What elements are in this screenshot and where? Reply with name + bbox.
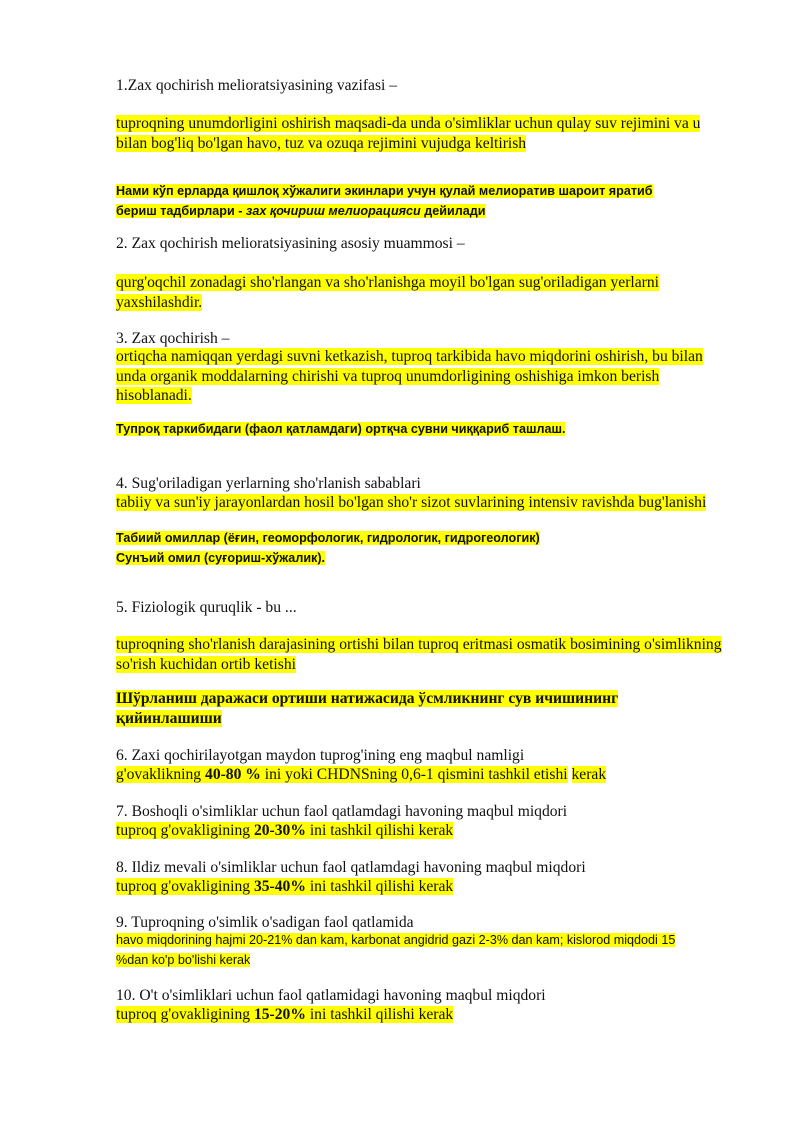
note-text: қийинлашиши: [116, 709, 222, 727]
answer-text: tuproqning sho'rlanish darajasining ortishi bilan tuproq eritmasi osmatik bosimining o'simlikning: [116, 636, 722, 653]
note-5: [116, 689, 756, 728]
answer-5: [116, 635, 756, 674]
question-1: [116, 76, 756, 96]
question-text: 2. Zax qochirish melioratsiyasining asosiy muammosi –: [116, 235, 465, 252]
question-text: 4. Sug'oriladigan yerlarning sho'rlanish sabablari: [116, 475, 421, 492]
question-text: 8. Ildiz mevali o'simliklar uchun faol qatlamdagi havoning maqbul miqdori: [116, 859, 586, 876]
question-text: 9. Tuproqning o'simlik o'sadigan faol qatlamida: [116, 914, 414, 931]
answer-9: [116, 930, 756, 970]
question-text: 7. Boshoqli o'simliklar uchun faol qatlamdagi havoning maqbul miqdori: [116, 803, 568, 820]
question-text: 10. O't o'simliklari uchun faol qatlamidagi havoning maqbul miqdori: [116, 987, 546, 1004]
answer-text: havo miqdorining hajmi 20-21% dan kam, karbonat angidrid gazi 2-3% dan kam; kislorod miqdodi 15: [116, 933, 676, 947]
note-3: [116, 419, 756, 439]
note-text: бериш тадбирлари -: [116, 204, 246, 218]
answer-text: hisoblanadi.: [116, 387, 192, 404]
note-1: [116, 181, 756, 221]
question-text: 1.Zax qochirish melioratsiyasining vazifasi –: [116, 77, 398, 94]
answer-3: [116, 347, 756, 406]
answer-text: %dan ko'p bo'lishi kerak: [116, 953, 251, 967]
question-3: [116, 329, 756, 349]
answer-6: [116, 765, 756, 785]
answer-value: 20-30%: [253, 822, 306, 839]
answer-value: 40-80 %: [205, 766, 261, 783]
answer-text: so'rish kuchidan ortib ketishi: [116, 655, 296, 673]
question-6: [116, 746, 756, 766]
question-text: 6. Zaxi qochirilayotgan maydon tuprog'ining eng maqbul namligi: [116, 747, 525, 764]
answer-text: kerak: [571, 766, 607, 783]
note-text: Шўрланиш даражаси ортиши натижасида ўсмликнинг сув ичишининг: [116, 690, 619, 707]
answer-text: g'ovaklikning: [116, 766, 206, 783]
question-text: 5. Fiziologik quruqlik - bu ...: [116, 599, 297, 616]
question-7: [116, 802, 756, 822]
answer-text: ini tashkil qilishi kerak: [305, 878, 454, 895]
answer-text: tuproqning unumdorligini oshirish maqsadi-da unda o'simliklar uchun qulay suv rejimini va u: [116, 115, 701, 132]
note-text: дейилади: [420, 204, 486, 218]
answer-text: yaxshilashdir.: [116, 293, 203, 311]
answer-text: ortiqcha namiqqan yerdagi suvni ketkazish, tuproq tarkibida havo miqdorini oshirish, bu bilan: [116, 348, 703, 365]
answer-value: 15-20%: [253, 1006, 306, 1023]
answer-text: tabiiy va sun'iy jarayonlardan hosil bo'lgan sho'r sizot suvlarining intensiv ravishda bug'lanishi: [116, 494, 707, 511]
note-text: Табиий омиллар (ёғин, геоморфологик, гидрологик, гидрогеологик): [116, 531, 540, 545]
answer-text: qurg'oqchil zonadagi sho'rlangan va sho'rlanishga moyil bo'lgan sug'oriladigan yerlarni: [116, 274, 659, 291]
answer-8: [116, 877, 756, 897]
question-4: [116, 474, 756, 494]
question-5: [116, 598, 756, 618]
answer-text: ini yoki CHDNSning 0,6-1 qismini tashkil etishi: [260, 766, 568, 783]
answer-value: 35-40%: [253, 878, 306, 895]
question-10: [116, 986, 756, 1006]
question-text: 3. Zax qochirish –: [116, 330, 230, 347]
answer-1: [116, 114, 756, 153]
note-4: [116, 528, 756, 568]
answer-text: bilan bog'liq bo'lgan havo, tuz va ozuqa rejimini vujudga keltirish: [116, 134, 527, 152]
answer-text: ini tashkil qilishi kerak: [305, 1006, 454, 1023]
answer-2: [116, 273, 756, 312]
answer-text: unda organik moddalarning chirishi va tuproq unumdorligining oshishiga imkon berish: [116, 367, 660, 385]
note-text: Нами кўп ерларда қишлоқ хўжалиги экинлари учун қулай мелиоратив шароит яратиб: [116, 184, 653, 198]
note-text: Сунъий омил (суғориш-хўжалик).: [116, 551, 326, 565]
question-8: [116, 858, 756, 878]
answer-text: tuproq g'ovakligining: [116, 878, 254, 895]
answer-7: [116, 821, 756, 841]
note-term: зах қочириш мелиорацияси: [245, 204, 421, 218]
answer-text: ini tashkil qilishi kerak: [305, 822, 454, 839]
note-text: Тупроқ таркибидаги (фаол қатламдаги) ортқча сувни чиққариб ташлаш.: [116, 422, 566, 436]
question-2: [116, 234, 756, 254]
answer-text: tuproq g'ovakligining: [116, 822, 254, 839]
answer-text: tuproq g'ovakligining: [116, 1006, 254, 1023]
answer-10: [116, 1005, 756, 1025]
answer-4: [116, 493, 756, 513]
